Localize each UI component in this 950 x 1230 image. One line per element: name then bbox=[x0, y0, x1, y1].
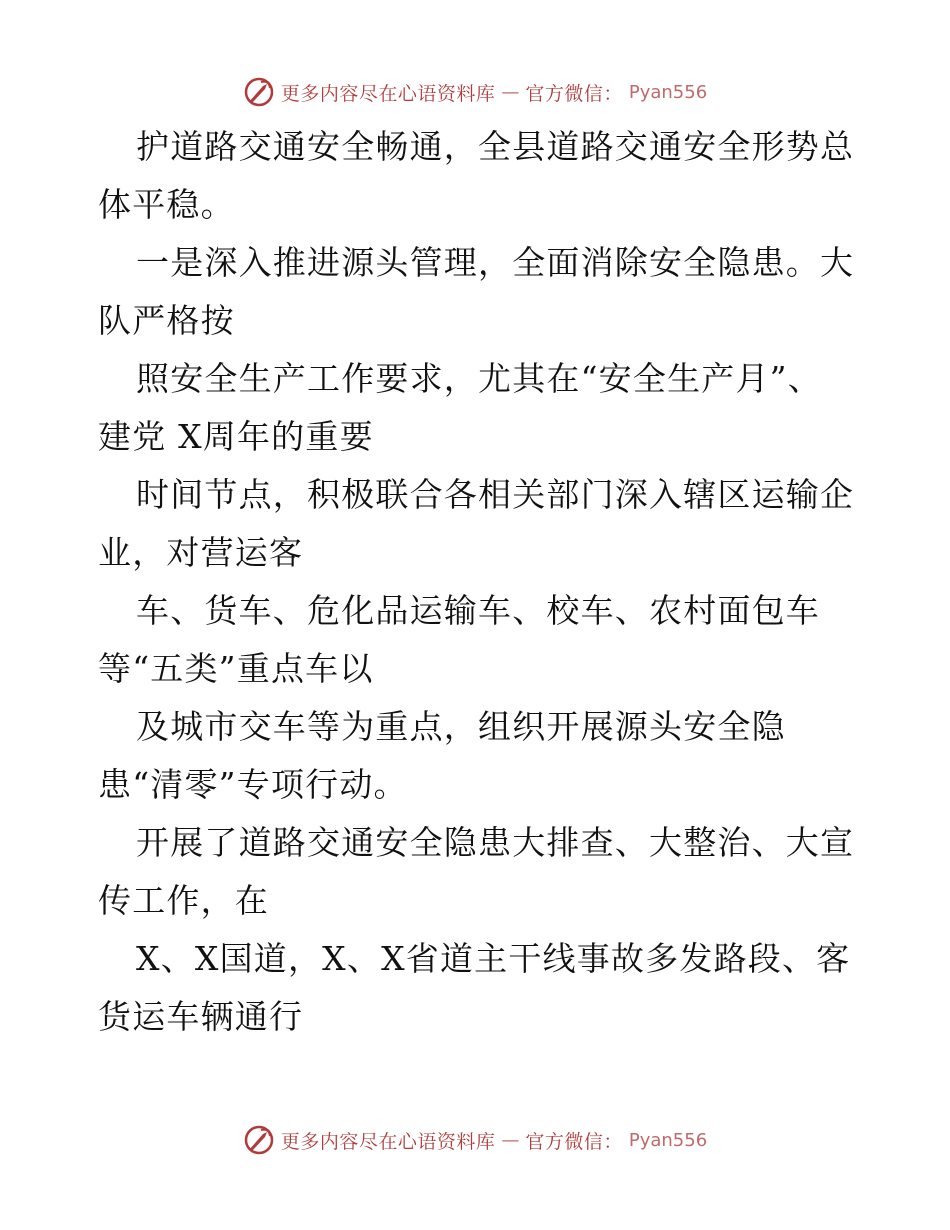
paragraph bbox=[98, 350, 868, 466]
paragraph bbox=[98, 582, 868, 698]
paragraph-line: 货运车辆通行 bbox=[98, 997, 304, 1036]
paragraph bbox=[98, 234, 868, 350]
watermark-wechat-id: Pyan556 bbox=[628, 1129, 708, 1151]
paragraph-line: 等“五类”重点车以 bbox=[98, 649, 374, 688]
watermark-official-label: 官方微信： bbox=[525, 82, 623, 105]
paragraph-line: 体平稳。 bbox=[98, 185, 235, 224]
paragraph bbox=[98, 930, 868, 1046]
paragraph-line: 护道路交通安全畅通，全县道路交通安全形势总 bbox=[136, 127, 855, 166]
paragraph-line: 建党 X周年的重要 bbox=[98, 417, 374, 456]
document-body bbox=[98, 118, 868, 1046]
quill-logo-icon bbox=[243, 1124, 275, 1156]
paragraph-line: 传工作，在 bbox=[98, 881, 269, 920]
paragraph-line: 开展了道路交通安全隐患大排查、大整治、大宣 bbox=[136, 823, 855, 862]
paragraph bbox=[98, 814, 868, 930]
paragraph-line: 患“清零”专项行动。 bbox=[98, 765, 408, 804]
quill-logo-icon bbox=[243, 76, 275, 108]
watermark-brand-text: 更多内容尽在心语资料库 bbox=[280, 82, 496, 105]
paragraph-line: 照安全生产工作要求，尤其在“安全生产月”、 bbox=[136, 359, 822, 398]
watermark-header bbox=[0, 72, 950, 112]
paragraph-line: 业，对营运客 bbox=[98, 533, 304, 572]
watermark-dash: — bbox=[501, 81, 520, 103]
watermark-footer bbox=[0, 1120, 950, 1160]
paragraph-line: 时间节点，积极联合各相关部门深入辖区运输企 bbox=[136, 475, 855, 514]
paragraph bbox=[98, 118, 868, 234]
paragraph-line: 队严格按 bbox=[98, 301, 235, 340]
watermark-brand-text: 更多内容尽在心语资料库 bbox=[280, 1130, 496, 1153]
paragraph-line: X、X国道，X、X省道主干线事故多发路段、客 bbox=[136, 939, 851, 978]
paragraph-line: 一是深入推进源头管理，全面消除安全隐患。大 bbox=[136, 243, 855, 282]
watermark-wechat-id: Pyan556 bbox=[628, 81, 708, 103]
paragraph-line: 及城市交车等为重点，组织开展源头安全隐 bbox=[136, 707, 786, 746]
watermark-header-inner bbox=[243, 76, 707, 108]
watermark-footer-inner bbox=[243, 1124, 707, 1156]
watermark-official-label: 官方微信： bbox=[525, 1130, 623, 1153]
paragraph bbox=[98, 466, 868, 582]
paragraph bbox=[98, 698, 868, 814]
paragraph-line: 车、货车、危化品运输车、校车、农村面包车 bbox=[136, 591, 820, 630]
watermark-dash: — bbox=[501, 1129, 520, 1151]
